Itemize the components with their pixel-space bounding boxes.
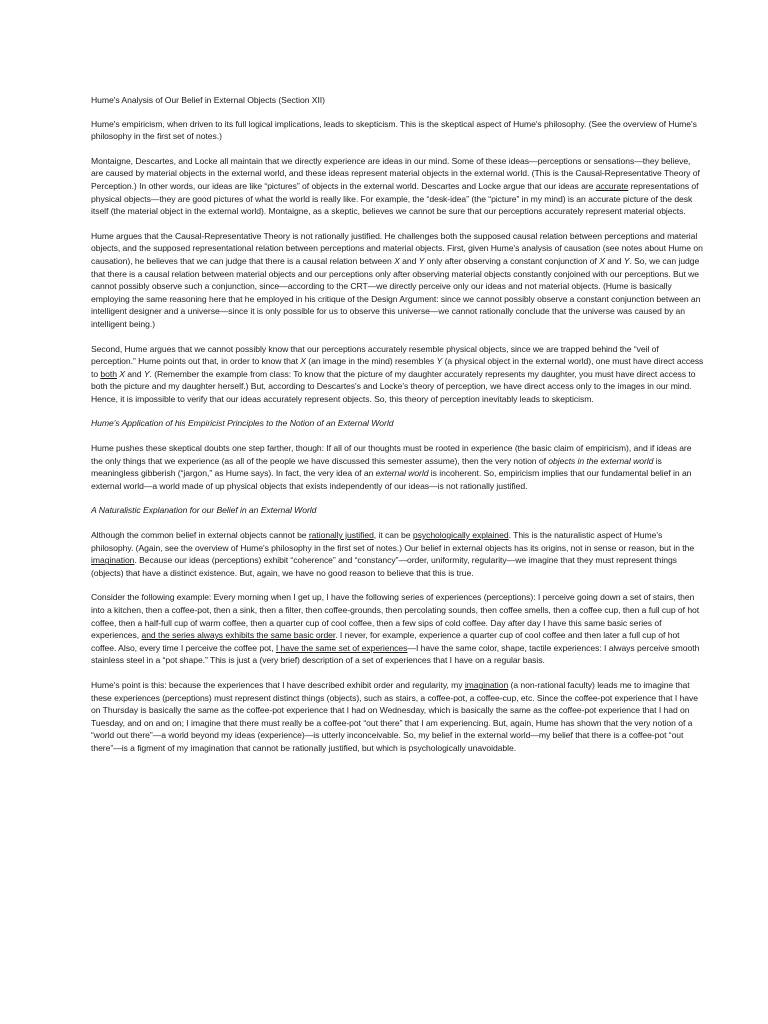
emphasis-underline: rationally justified [308,530,374,541]
emphasis-underline: imagination [464,679,509,690]
paragraph-1: Hume's empiricism, when driven to its full logical implications, leads to skepticism. This is the skeptical aspect of Hume's philosophy. (See the overview of Hume's philosophy in the first set of notes.) [91,118,697,142]
paragraph-6: Although the common belief in external objects cannot be rationally justified, it can be psychologically explained. This is the naturalistic aspect of Hume's philosophy. (Again, see the overview of Hume's philosophy in the first set of notes.) Our belief in external objects has its origins, not in sense or reason, but in the imagination. Because our ideas (perceptions) exhibit “coherence” and “constancy”—order, uniformity, regularity—we imagine that they must represent things (objects) that have a distinct existence. But, again, we have no good reason to believe that this is true. [91,530,695,578]
paragraph-5: Hume pushes these skeptical doubts one step farther, though: If all of our thoughts must be rooted in experience (the basic claim of empiricism), and if ideas are the only things that we experience (as all of the people we have discussed this semester assume), then the very notion of objects in the external world is meaningless gibberish (“jargon,” as Hume says). In fact, the very idea of an external world is incoherent. So, empiricism implies that our fundamental belief in an external world—a world made of up physical objects that exists independently of our ideas—is not rationally justified. [91,443,692,491]
emphasis-underline: accurate [595,180,629,191]
paragraph-2: Montaigne, Descartes, and Locke all maintain that we directly experience are ideas in our mind. Some of these ideas—perceptions or sensations—they believe, are caused by material objects in the external world, and these ideas represent material objects in the external world. (This is the Causal-Representative Theory of Perception.) In other words, our ideas are like “pictures” of objects in the external world. Descartes and Locke argue that our ideas are accurate representations of physical objects—they are good pictures of what the world is really like. For example, the “desk-idea” (the “picture” in my mind) is an accurate picture of the desk itself (the material object in the external world). Montaigne, as a skeptic, believes we cannot be sure that our perceptions accurately represent material objects. [91,155,700,217]
paragraph-7: Consider the following example: Every morning when I get up, I have the following series of experiences (perceptions): I perceive going down a set of stairs, then into a kitchen, then a coffee-pot, then a sink, then a filter, then coffee-grounds, then percolating sounds, then coffee smells, then a coffee cup, then a full cup of hot coffee, then a half-full cup of warm coffee, then a quarter cup of cool coffee, then a few sips of cold coffee. Day after day I have this same basic series of experiences, and the series always exhibits the same basic order. I never, for example, experience a quarter cup of cool coffee and then later a full cup of hot coffee. Also, every time I perceive the coffee pot, I have the same set of experiences—I have the same color, shape, tactile experiences: I always perceive smooth stainless steel in a “pot shape.” This is just a (very brief) description of a set of experiences that I have on a regular basis. [91,592,700,666]
section-heading-naturalistic: A Naturalistic Explanation for our Belief in an External World [91,505,317,516]
emphasis-underline: both [100,368,117,379]
emphasis-underline: imagination [91,555,135,566]
document-title: Hume's Analysis of Our Belief in External Objects (Section XII) [91,95,325,105]
section-heading-empiricist: Hume's Application of his Empiricist Principles to the Notion of an External World [91,418,394,429]
paragraph-3: Hume argues that the Causal-Representative Theory is not rationally justified. He challenges both the supposed causal relation between perceptions and material objects, and the supposed representational relation between perceptions and material objects. First, given Hume's analysis of causation (see notes about Hume on causation), he believes that we can judge that there is a causal relation between X and Y only after observing a constant conjunction of X and Y. So, we can judge that there is a causal relation between material objects and our perceptions only after observing material objects constantly conjoined with our perceptions. But we cannot possibly observe such a conjunction, since—according to the CRT—we directly perceive only our ideas and not material objects. (Hume is basically employing the same reasoning here that he employed in his critique of the Design Argument: since we cannot possibly observe a constant conjunction between an intelligent designer and a universe—since it is only possible for us to observe this universe—we cannot rationally conclude that the universe was caused by an intelligent being.) [91,230,703,329]
emphasis-underline: psychologically explained [412,530,509,541]
paragraph-8: Hume's point is this: because the experiences that I have described exhibit order and regularity, my imagination (a non-rational faculty) leads me to imagine that these experiences (perceptions) must represent distinct things (objects), such as stairs, a coffee-pot, a coffee-cup, etc. Since the coffee-pot experience that I have on Thursday is basically the same as the coffee-pot experience that I had on Wednesday, which is basically the same as the coffee-pot experience that I had on Tuesday, and on and on; I imagine that there must really be a coffee-pot “out there” that I am experiencing. But, again, Hume has shown that the very notion of a “world out there”—a world beyond my ideas (experience)—is utterly inconceivable. So, my belief in the external world—my belief that there is a coffee-pot “out there”—is a figment of my imagination that cannot be rationally justified, but which is psychologically unavoidable. [91,679,698,753]
emphasis-underline: I have the same set of experiences [275,642,408,653]
paragraph-4: Second, Hume argues that we cannot possibly know that our perceptions accurately resemble physical objects, since we are trapped behind the “veil of perception.” Hume points out that, in order to know that X (an image in the mind) resembles Y (a physical object in the external world), one must have direct access to both X and Y. (Remember the example from class: To know that the picture of my daughter accurately represents my daughter, you must have direct access to both the picture and my daughter herself.) But, according to Descartes's and Locke's theory of perception, we have direct access only to the images in our mind. Hence, it is impossible to verify that our ideas accurately represent objects. So, this theory of perception inevitably leads to skepticism. [91,343,704,404]
emphasis-underline: and the series always exhibits the same basic order [141,630,336,641]
